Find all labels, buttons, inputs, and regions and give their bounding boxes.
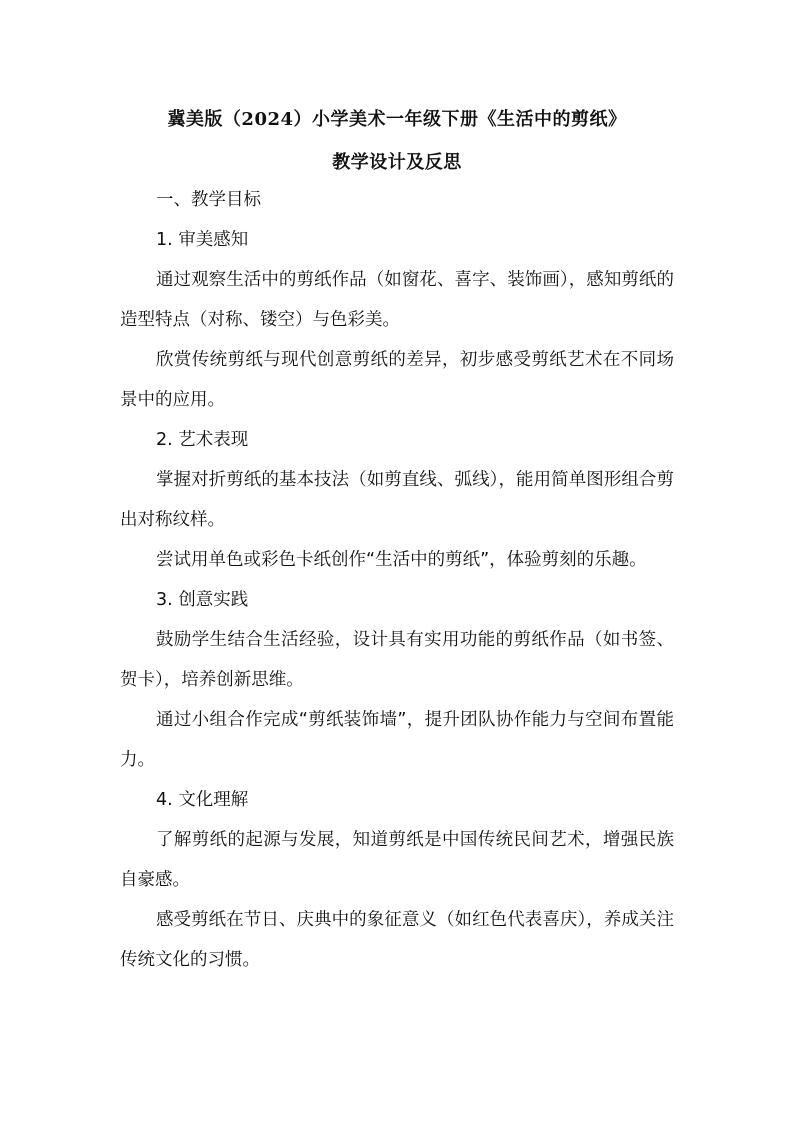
paragraph: 掌握对折剪纸的基本技法（如剪直线、弧线），能用简单图形组合剪出对称纹样。: [120, 470, 674, 530]
subsection-heading-2: 2. 艺术表现: [156, 430, 249, 450]
subsection-heading-3: 3. 创意实践: [156, 590, 249, 610]
paragraph: 欣赏传统剪纸与现代创意剪纸的差异，初步感受剪纸艺术在不同场景中的应用。: [120, 350, 674, 410]
paragraph: 感受剪纸在节日、庆典中的象征意义（如红色代表喜庆），养成关注传统文化的习惯。: [120, 910, 674, 970]
section-heading: 一、教学目标: [156, 190, 261, 210]
paragraph: 鼓励学生结合生活经验，设计具有实用功能的剪纸作品（如书签、贺卡），培养创新思维。: [120, 630, 674, 690]
paragraph: 了解剪纸的起源与发展，知道剪纸是中国传统民间艺术，增强民族自豪感。: [120, 830, 674, 890]
document-title: 冀美版（2024）小学美术一年级下册《生活中的剪纸》: [167, 109, 627, 130]
document-subtitle: 教学设计及反思: [332, 152, 462, 173]
paragraph: 通过观察生活中的剪纸作品（如窗花、喜字、装饰画），感知剪纸的造型特点（对称、镂空）与色彩美。: [120, 270, 674, 330]
paragraph: 通过小组合作完成“剪纸装饰墙”，提升团队协作能力与空间布置能力。: [120, 710, 674, 770]
document-body: [120, 180, 674, 980]
subsection-heading-4: 4. 文化理解: [156, 790, 249, 810]
paragraph: 尝试用单色或彩色卡纸创作“生活中的剪纸”，体验剪刻的乐趣。: [156, 550, 647, 570]
subsection-heading-1: 1. 审美感知: [156, 230, 249, 250]
